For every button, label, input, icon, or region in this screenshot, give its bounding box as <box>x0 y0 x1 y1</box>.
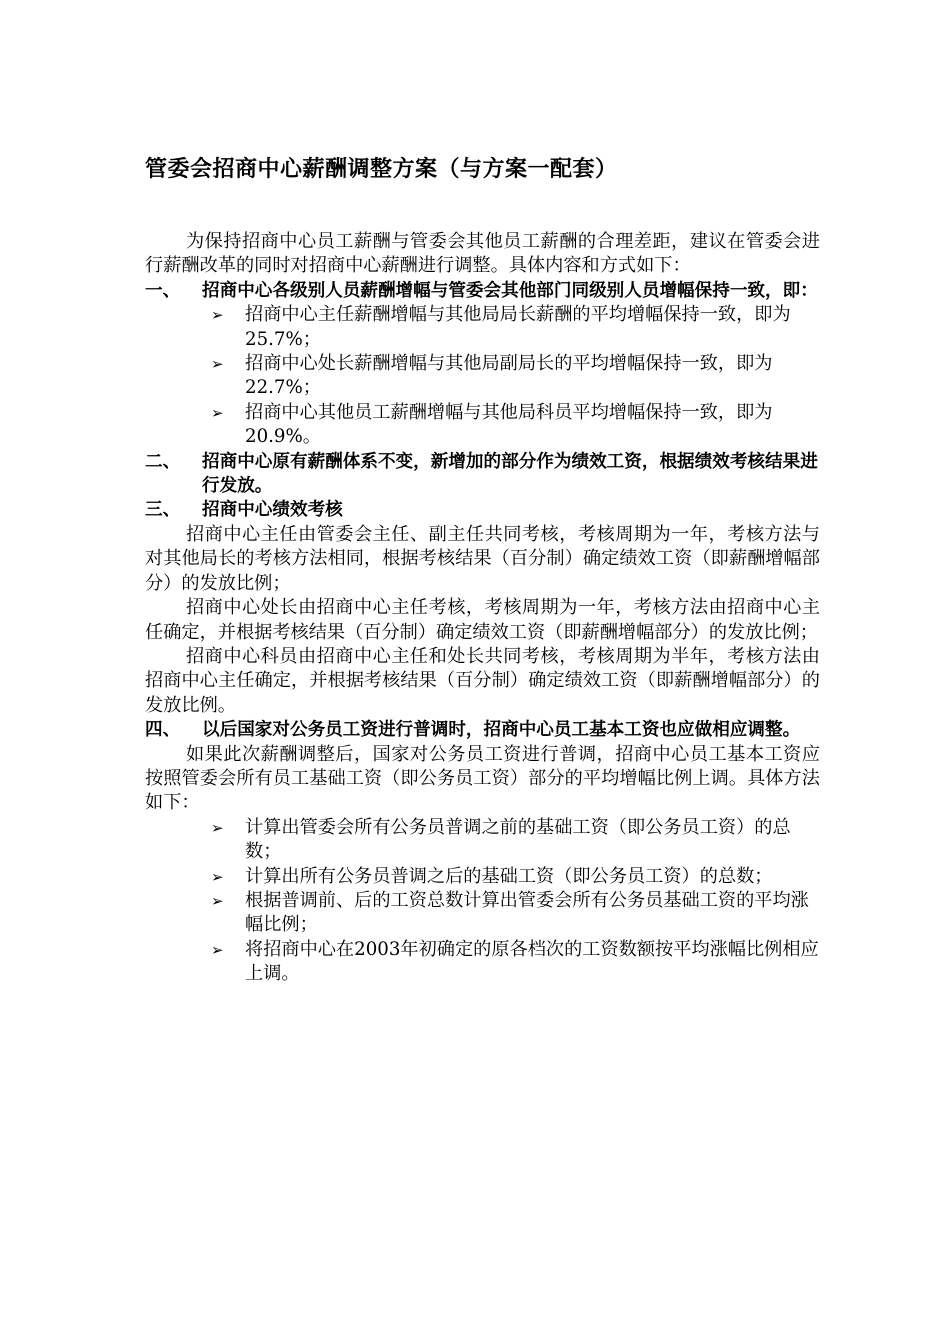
arrow-bullet-icon: ➢ <box>211 818 224 837</box>
document-title: 管委会招商中心薪酬调整方案（与方案一配套） <box>145 157 618 182</box>
section-heading-4 <box>145 718 820 742</box>
arrow-bullet-icon: ➢ <box>211 891 224 910</box>
section-heading-text: 招商中心绩效考核 <box>202 500 343 521</box>
section-heading-text: 以后国家对公务员工资进行普调时，招商中心员工基本工资也应做相应调整。 <box>202 720 801 741</box>
list-item <box>145 816 820 865</box>
list-item <box>145 938 820 987</box>
section-heading-1 <box>145 279 820 303</box>
list-item <box>145 303 820 352</box>
arrow-bullet-icon: ➢ <box>211 355 224 374</box>
arrow-bullet-icon: ➢ <box>211 403 224 422</box>
body-paragraph: 如果此次薪酬调整后，国家对公务员工资进行普调，招商中心员工基本工资应按照管委会所有员工基础工资（即公务员工资）部分的平均增幅比例上调。具体方法如下： <box>145 743 820 814</box>
intro-paragraph: 为保持招商中心员工薪酬与管委会其他员工薪酬的合理差距，建议在管委会进行薪酬改革的同时对招商中心薪酬进行调整。具体内容和方式如下： <box>145 231 820 277</box>
arrow-bullet-icon: ➢ <box>211 940 224 959</box>
list-item-text: 将招商中心在2003年初确定的原各档次的工资数额按平均涨幅比例相应上调。 <box>245 938 819 985</box>
section-number: 四、 <box>145 720 181 741</box>
section-number: 二、 <box>145 451 181 472</box>
section-heading-2 <box>145 450 820 499</box>
list-item-text: 招商中心其他员工薪酬增幅与其他局科员平均增幅保持一致，即为20.9%。 <box>245 401 773 448</box>
list-item <box>145 865 820 889</box>
list-item <box>145 889 820 938</box>
body-paragraph: 招商中心处长由招商中心主任考核，考核周期为一年，考核方法由招商中心主任确定，并根据考核结果（百分制）确定绩效工资（即薪酬增幅部分）的发放比例； <box>145 597 820 643</box>
arrow-bullet-icon: ➢ <box>211 867 224 886</box>
document-body <box>145 230 820 987</box>
list-item-text: 招商中心主任薪酬增幅与其他局局长薪酬的平均增幅保持一致，即为25.7%； <box>245 304 791 350</box>
list-item-text: 根据普调前、后的工资总数计算出管委会所有公务员基础工资的平均涨幅比例； <box>245 889 809 936</box>
section-number: 三、 <box>145 500 181 521</box>
section-number: 一、 <box>145 280 181 301</box>
section-heading-text: 招商中心各级别人员薪酬增幅与管委会其他部门同级别人员增幅保持一致，即： <box>202 280 818 301</box>
section-heading-text: 招商中心原有薪酬体系不变，新增加的部分作为绩效工资，根据绩效考核结果进行发放。 <box>202 451 818 497</box>
list-item-text: 计算出管委会所有公务员普调之前的基础工资（即公务员工资）的总数； <box>245 816 791 863</box>
list-item <box>145 352 820 401</box>
list-item <box>145 401 820 450</box>
body-paragraph: 招商中心主任由管委会主任、副主任共同考核，考核周期为一年，考核方法与对其他局长的考核方法相同，根据考核结果（百分制）确定绩效工资（即薪酬增幅部分）的发放比例； <box>145 523 820 594</box>
list-item-text: 招商中心处长薪酬增幅与其他局副局长的平均增幅保持一致，即为22.7%； <box>245 353 773 399</box>
arrow-bullet-icon: ➢ <box>211 306 224 325</box>
section-heading-3 <box>145 498 820 522</box>
list-item-text: 计算出所有公务员普调之后的基础工资（即公务员工资）的总数； <box>245 865 773 887</box>
body-paragraph: 招商中心科员由招商中心主任和处长共同考核，考核周期为半年，考核方法由招商中心主任确定，并根据考核结果（百分制）确定绩效工资（即薪酬增幅部分）的发放比例。 <box>145 645 820 716</box>
